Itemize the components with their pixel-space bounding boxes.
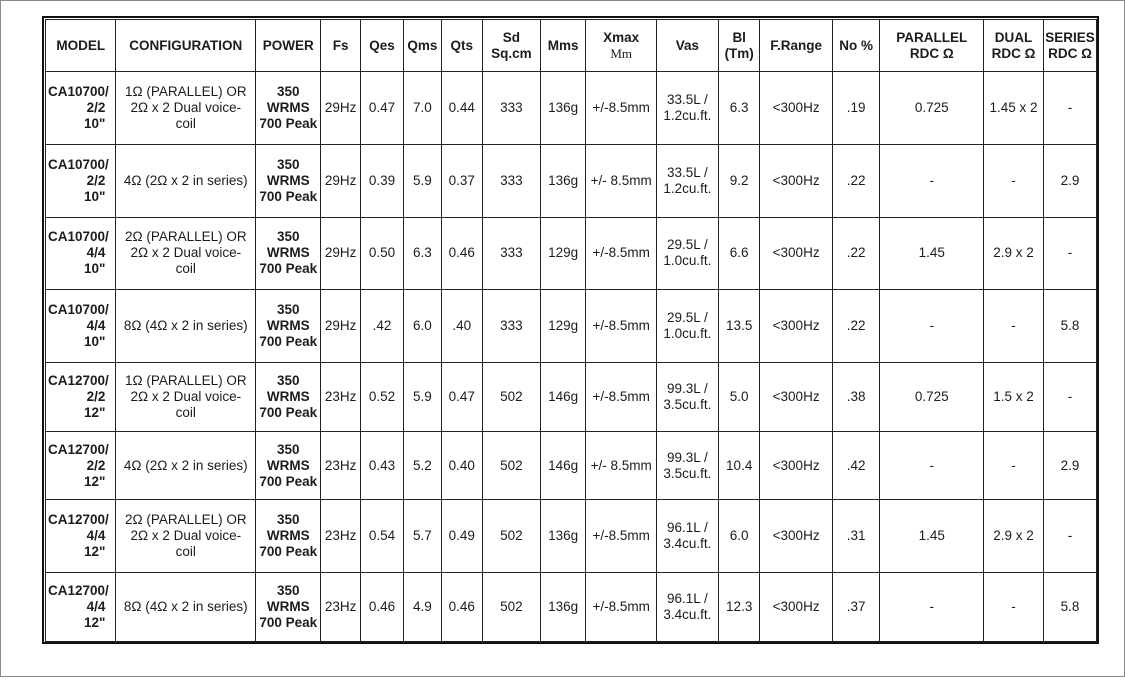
- cell-series: -: [1044, 500, 1097, 573]
- table-row: [46, 500, 1097, 573]
- table-row: [46, 573, 1097, 642]
- cell-bl: 5.0: [718, 363, 759, 432]
- col-header-parallel-rdc: PARALLEL RDC Ω: [880, 20, 984, 72]
- cell-series: 2.9: [1044, 144, 1097, 217]
- cell-series: 5.8: [1044, 573, 1097, 642]
- header-row: [46, 20, 1097, 72]
- cell-vas: 99.3L / 3.5cu.ft.: [656, 431, 718, 500]
- cell-mms: 136g: [540, 72, 586, 145]
- cell-sd: 333: [482, 144, 540, 217]
- cell-model: CA10700/ 4/4 10": [46, 290, 116, 363]
- cell-xmax: +/- 8.5mm: [586, 431, 656, 500]
- cell-qes: 0.47: [360, 72, 403, 145]
- cell-sd: 502: [482, 431, 540, 500]
- cell-xmax: +/- 8.5mm: [586, 144, 656, 217]
- table-row: [46, 431, 1097, 500]
- cell-configuration: 4Ω (2Ω x 2 in series): [116, 144, 256, 217]
- cell-no: .37: [832, 573, 880, 642]
- cell-no: .38: [832, 363, 880, 432]
- cell-qms: 5.7: [404, 500, 441, 573]
- cell-mms: 146g: [540, 431, 586, 500]
- cell-power: 350 WRMS 700 Peak: [256, 72, 321, 145]
- cell-vas: 96.1L / 3.4cu.ft.: [656, 500, 718, 573]
- cell-dual: 2.9 x 2: [984, 500, 1044, 573]
- cell-vas: 29.5L / 1.0cu.ft.: [656, 290, 718, 363]
- col-header-vas: Vas: [656, 20, 718, 72]
- cell-power: 350 WRMS 700 Peak: [256, 290, 321, 363]
- cell-qts: 0.40: [441, 431, 482, 500]
- cell-vas: 33.5L / 1.2cu.ft.: [656, 72, 718, 145]
- table-row: [46, 290, 1097, 363]
- cell-model: CA12700/ 2/2 12": [46, 363, 116, 432]
- cell-parallel: -: [880, 573, 984, 642]
- cell-qms: 5.9: [404, 363, 441, 432]
- cell-qes: 0.39: [360, 144, 403, 217]
- cell-configuration: 8Ω (4Ω x 2 in series): [116, 573, 256, 642]
- col-header-model: MODEL: [46, 20, 116, 72]
- cell-sd: 333: [482, 72, 540, 145]
- cell-frange: <300Hz: [760, 217, 832, 290]
- cell-no: .22: [832, 217, 880, 290]
- cell-power: 350 WRMS 700 Peak: [256, 217, 321, 290]
- cell-frange: <300Hz: [760, 72, 832, 145]
- cell-qms: 6.3: [404, 217, 441, 290]
- cell-model: CA10700/ 4/4 10": [46, 217, 116, 290]
- cell-bl: 10.4: [718, 431, 759, 500]
- cell-fs: 29Hz: [321, 217, 360, 290]
- cell-xmax: +/-8.5mm: [586, 500, 656, 573]
- cell-no: .31: [832, 500, 880, 573]
- col-header-no: No %: [832, 20, 880, 72]
- cell-xmax: +/-8.5mm: [586, 72, 656, 145]
- cell-power: 350 WRMS 700 Peak: [256, 500, 321, 573]
- col-header-power: POWER: [256, 20, 321, 72]
- cell-configuration: 1Ω (PARALLEL) OR 2Ω x 2 Dual voice- coil: [116, 363, 256, 432]
- cell-dual: -: [984, 573, 1044, 642]
- cell-qts: 0.46: [441, 217, 482, 290]
- cell-frange: <300Hz: [760, 144, 832, 217]
- cell-model: CA10700/ 2/2 10": [46, 72, 116, 145]
- cell-power: 350 WRMS 700 Peak: [256, 144, 321, 217]
- cell-sd: 333: [482, 217, 540, 290]
- col-header-frange: F.Range: [760, 20, 832, 72]
- cell-qes: .42: [360, 290, 403, 363]
- cell-power: 350 WRMS 700 Peak: [256, 363, 321, 432]
- cell-fs: 23Hz: [321, 363, 360, 432]
- cell-frange: <300Hz: [760, 290, 832, 363]
- cell-qes: 0.52: [360, 363, 403, 432]
- table-row: [46, 144, 1097, 217]
- cell-vas: 99.3L / 3.5cu.ft.: [656, 363, 718, 432]
- cell-model: CA12700/ 2/2 12": [46, 431, 116, 500]
- cell-parallel: 0.725: [880, 72, 984, 145]
- cell-dual: 1.45 x 2: [984, 72, 1044, 145]
- cell-vas: 96.1L / 3.4cu.ft.: [656, 573, 718, 642]
- table-row: [46, 72, 1097, 145]
- col-header-dual-rdc: DUAL RDC Ω: [984, 20, 1044, 72]
- col-header-xmax: Xmax Mm: [586, 20, 656, 72]
- cell-mms: 146g: [540, 363, 586, 432]
- cell-configuration: 1Ω (PARALLEL) OR 2Ω x 2 Dual voice- coil: [116, 72, 256, 145]
- col-header-qms: Qms: [404, 20, 441, 72]
- cell-no: .19: [832, 72, 880, 145]
- cell-series: -: [1044, 217, 1097, 290]
- cell-bl: 6.0: [718, 500, 759, 573]
- cell-mms: 136g: [540, 573, 586, 642]
- cell-configuration: 2Ω (PARALLEL) OR 2Ω x 2 Dual voice- coil: [116, 500, 256, 573]
- cell-configuration: 2Ω (PARALLEL) OR 2Ω x 2 Dual voice- coil: [116, 217, 256, 290]
- cell-parallel: 0.725: [880, 363, 984, 432]
- table-row: [46, 363, 1097, 432]
- cell-fs: 23Hz: [321, 500, 360, 573]
- col-header-bl: Bl (Tm): [718, 20, 759, 72]
- cell-qms: 4.9: [404, 573, 441, 642]
- cell-qes: 0.50: [360, 217, 403, 290]
- cell-mms: 129g: [540, 290, 586, 363]
- col-header-fs: Fs: [321, 20, 360, 72]
- col-header-qts: Qts: [441, 20, 482, 72]
- cell-fs: 23Hz: [321, 573, 360, 642]
- cell-qms: 5.2: [404, 431, 441, 500]
- cell-mms: 136g: [540, 500, 586, 573]
- cell-vas: 33.5L / 1.2cu.ft.: [656, 144, 718, 217]
- cell-parallel: -: [880, 144, 984, 217]
- cell-qes: 0.43: [360, 431, 403, 500]
- cell-qts: 0.49: [441, 500, 482, 573]
- cell-parallel: -: [880, 290, 984, 363]
- cell-bl: 6.6: [718, 217, 759, 290]
- cell-series: 5.8: [1044, 290, 1097, 363]
- cell-configuration: 8Ω (4Ω x 2 in series): [116, 290, 256, 363]
- cell-xmax: +/-8.5mm: [586, 573, 656, 642]
- cell-qes: 0.54: [360, 500, 403, 573]
- cell-qts: 0.37: [441, 144, 482, 217]
- cell-bl: 9.2: [718, 144, 759, 217]
- cell-qms: 6.0: [404, 290, 441, 363]
- cell-model: CA12700/ 4/4 12": [46, 500, 116, 573]
- col-header-series-rdc: SERIES RDC Ω: [1044, 20, 1097, 72]
- cell-qes: 0.46: [360, 573, 403, 642]
- cell-dual: -: [984, 290, 1044, 363]
- cell-series: -: [1044, 72, 1097, 145]
- cell-fs: 29Hz: [321, 290, 360, 363]
- cell-bl: 13.5: [718, 290, 759, 363]
- cell-no: .22: [832, 144, 880, 217]
- cell-fs: 23Hz: [321, 431, 360, 500]
- col-header-sd: Sd Sq.cm: [482, 20, 540, 72]
- cell-fs: 29Hz: [321, 144, 360, 217]
- cell-xmax: +/-8.5mm: [586, 290, 656, 363]
- cell-model: CA10700/ 2/2 10": [46, 144, 116, 217]
- cell-qts: 0.46: [441, 573, 482, 642]
- cell-series: -: [1044, 363, 1097, 432]
- cell-frange: <300Hz: [760, 363, 832, 432]
- cell-mms: 136g: [540, 144, 586, 217]
- cell-no: .22: [832, 290, 880, 363]
- cell-dual: 2.9 x 2: [984, 217, 1044, 290]
- cell-dual: -: [984, 431, 1044, 500]
- cell-qms: 7.0: [404, 72, 441, 145]
- table-row: [46, 217, 1097, 290]
- cell-no: .42: [832, 431, 880, 500]
- cell-fs: 29Hz: [321, 72, 360, 145]
- cell-qts: 0.47: [441, 363, 482, 432]
- cell-frange: <300Hz: [760, 573, 832, 642]
- cell-model: CA12700/ 4/4 12": [46, 573, 116, 642]
- cell-frange: <300Hz: [760, 500, 832, 573]
- col-header-configuration: CONFIGURATION: [116, 20, 256, 72]
- col-header-mms: Mms: [540, 20, 586, 72]
- cell-frange: <300Hz: [760, 431, 832, 500]
- cell-qts: .40: [441, 290, 482, 363]
- cell-dual: -: [984, 144, 1044, 217]
- cell-sd: 502: [482, 573, 540, 642]
- cell-vas: 29.5L / 1.0cu.ft.: [656, 217, 718, 290]
- cell-power: 350 WRMS 700 Peak: [256, 431, 321, 500]
- cell-parallel: 1.45: [880, 500, 984, 573]
- cell-sd: 333: [482, 290, 540, 363]
- cell-dual: 1.5 x 2: [984, 363, 1044, 432]
- cell-qms: 5.9: [404, 144, 441, 217]
- col-header-qes: Qes: [360, 20, 403, 72]
- cell-power: 350 WRMS 700 Peak: [256, 573, 321, 642]
- cell-configuration: 4Ω (2Ω x 2 in series): [116, 431, 256, 500]
- cell-xmax: +/-8.5mm: [586, 363, 656, 432]
- cell-bl: 12.3: [718, 573, 759, 642]
- cell-sd: 502: [482, 363, 540, 432]
- cell-series: 2.9: [1044, 431, 1097, 500]
- speaker-spec-table: [45, 19, 1097, 642]
- cell-xmax: +/-8.5mm: [586, 217, 656, 290]
- cell-parallel: -: [880, 431, 984, 500]
- cell-mms: 129g: [540, 217, 586, 290]
- cell-sd: 502: [482, 500, 540, 573]
- cell-bl: 6.3: [718, 72, 759, 145]
- cell-qts: 0.44: [441, 72, 482, 145]
- cell-parallel: 1.45: [880, 217, 984, 290]
